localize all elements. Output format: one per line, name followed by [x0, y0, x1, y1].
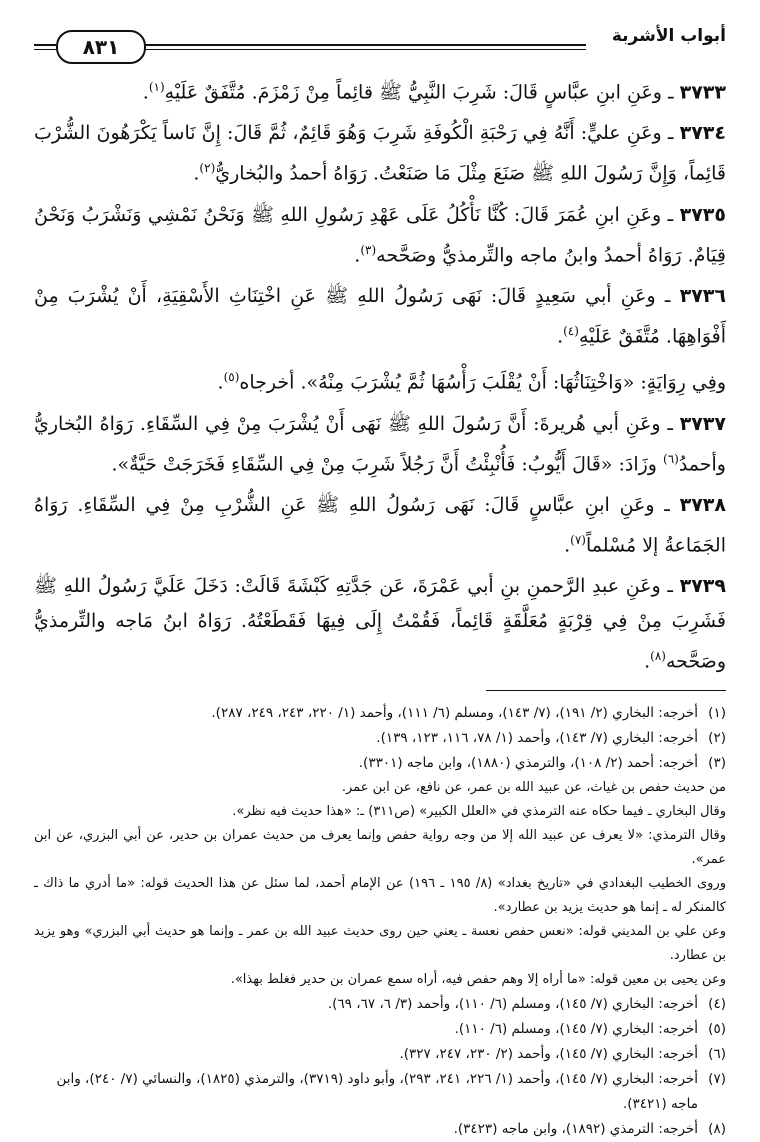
hadith-3736: ٣٧٣٦ ـ وعَنِ أبي سَعِيدٍ قَالَ: نَهَى رَسُولُ اللهِ ﷺ عَنِ اخْتِنَاثِ الأَسْقِيَةِ، أَنْ يُشْرَبَ مِنْ أَفْوَاهِهَا. مُتَّفَقٌ عَلَيْهِ$^{(٤)}$. — [34, 284, 726, 348]
header-rule-left — [34, 44, 56, 50]
header-rule — [144, 44, 586, 50]
hadith-3738: ٣٧٣٨ ـ وعَنِ ابنِ عبَّاسٍ قَالَ: نَهَى رَسُولُ اللهِ ﷺ عَنِ الشُّرْبِ مِنْ فِي السِّقَاءِ. رَوَاهُ الجَمَاعةُ إلا مُسْلماً$^{(٧)}$. — [34, 493, 726, 557]
footnote-ref[interactable]: (٦) — [663, 451, 679, 466]
commentary-line: وقال البخاري ـ فيما حكاه عنه الترمذي في «العلل الكبير» (ص٣١١) ـ: «هذا حديث فيه نظر». — [232, 803, 726, 819]
footnote-5: (٥) أخرجه: البخاري (٧/ ١٤٥)، ومسلم (٦/ ١١٠). — [454, 1020, 726, 1037]
commentary-line: وعن علي بن المديني قوله: «نعس حفص نعسة ـ يعني حين روى حديث عبيد الله بن عمر ـ وإنما هو حديث أبي البزري» وهو يزيد بن عطارد. — [34, 923, 726, 963]
page — [34, 24, 726, 1142]
hadith-3739: ٣٧٣٩ ـ وعَنِ عبدِ الرَّحمنِ بنِ أبي عَمْرَةَ، عَن جَدَّتِهِ كَبْشَةَ قَالَتْ: دَخَلَ عَلَيَّ رَسُولُ اللهِ ﷺ فَشَرِبَ مِنْ فِي قِرْبَةٍ مُعَلَّقَةٍ قَائِماً، فَقُمْتُ إِلَى فِيهَا فَقَطَعْتُهُ. رَوَاهُ ابنُ مَاجه والتِّرمذيُّ وصَحَّحه$^{(٨)}$. — [34, 575, 726, 673]
footnote-2: (٢) أخرجه: البخاري (٧/ ١٤٣)، وأحمد (١/ ٧٨، ١١٦، ١٢٣، ١٣٩). — [376, 729, 726, 746]
hadith-3736-variant: وفِي رِوَايَةٍ: «وَاخْتِنَاثُهَا: أَنْ يُقْلَبَ رَأْسُهَا ثُمَّ يُشْرَبَ مِنْهُ». أخرجاه$^{(٥)}$. — [217, 370, 726, 394]
hadith-3737: ٣٧٣٧ ـ وعَنِ أبي هُريرةَ: أَنَّ رَسُولَ اللهِ ﷺ نَهَى أَنْ يُشْرَبَ مِنْ فِي السِّقَاءِ. رَوَاهُ البُخاريُّ وأحمدُ$^{(٦)}$ وزَادَ: «قَالَ أَيُّوبُ: فَأُنْبِئْتُ أَنَّ رَجُلاً شَرِبَ مِنْ فِي السِّقَاءِ فَخَرَجَتْ حَيَّةٌ». — [34, 412, 726, 475]
footnote-7: (٧) أخرجه: البخاري (٧/ ١٤٥)، وأحمد (١/ ٢٢٦، ٢٤١، ٢٩٣)، وأبو داود (٣٧١٩)، والترمذي (١٨٢٥)، والنسائي (٧/ ٢٤٠)، وابن ماجه (٣٤٢١). — [56, 1070, 726, 1112]
hadith-3735: ٣٧٣٥ ـ وعَنِ ابنِ عُمَرَ قَالَ: كُنَّا نَأْكُلُ عَلَى عَهْدِ رَسُولِ اللهِ ﷺ وَنَحْنُ نَمْشِي وَنَشْرَبُ وَنَحْنُ قِيَامٌ. رَوَاهُ أحمدُ وابنُ ماجه والتِّرمذيُّ وصَحَّحه$^{(٣)}$. — [34, 203, 726, 266]
footnote-ref[interactable]: (١) — [148, 80, 165, 94]
footnote-3-commentary — [34, 776, 726, 992]
hadith-list — [34, 70, 726, 680]
footnote-8: (٨) أخرجه: الترمذي (١٨٩٢)، وابن ماجه (٣٤٢٣). — [453, 1120, 726, 1137]
footnote-ref[interactable]: (٨) — [650, 649, 666, 664]
commentary-line: من حديث حفص بن غياث، عن عبيد الله بن عمر، عن نافع، عن ابن عمر. — [341, 779, 726, 795]
footnotes — [34, 701, 726, 1142]
commentary-line: وعن يحيى بن معين قوله: «ما أراه إلا وهم حفص فيه، أراه سمع عمران بن حدير فغلط بهذا». — [230, 971, 726, 987]
footnote-3: (٣) أخرجه: أحمد (٢/ ١٠٨)، والترمذي (١٨٨٠)، وابن ماجه (٣٣٠١). — [358, 754, 726, 771]
footnote-separator — [486, 690, 726, 691]
hadith-3734: ٣٧٣٤ ـ وعَنِ عليٍّ: أَنَّهُ فِي رَحْبَةِ الْكُوفَةِ شَرِبَ وَهُوَ قَائِمٌ، ثُمَّ قَالَ: إِنَّ نَاساً يَكْرَهُونَ الشُّرْبَ قَائِماً، وَإِنَّ رَسُولَ اللهِ ﷺ صَنَعَ مِثْلَ مَا صَنَعْتُ. رَوَاهُ أحمدُ والبُخاريُّ$^{(٢)}$. — [34, 122, 726, 185]
page-header — [34, 24, 726, 70]
footnote-1: (١) أخرجه: البخاري (٢/ ١٩١)، (٧/ ١٤٣)، ومسلم (٦/ ١١١)، وأحمد (١/ ٢٢٠، ٢٤٣، ٢٤٩، ٢٨٧). — [211, 704, 726, 721]
page-number: ٨٣١ — [56, 30, 146, 64]
footnote-4: (٤) أخرجه: البخاري (٧/ ١٤٥)، ومسلم (٦/ ١١٠)، وأحمد (٣/ ٦، ٦٧، ٦٩). — [327, 995, 726, 1012]
footnote-ref[interactable]: (٤) — [563, 323, 579, 338]
hadith-3733: ٣٧٣٣ ـ وعَنِ ابنِ عبَّاسٍ قَالَ: شَرِبَ النَّبِيُّ ﷺ قائِماً مِنْ زَمْزَمَ. مُتَّفَقٌ عَلَيْهِ$^{(١)}$. — [142, 80, 726, 104]
commentary-line: وروى الخطيب البغدادي في «تاريخ بغداد» (٨/ ١٩٥ ـ ١٩٦) عن الإمام أحمد، لما سئل عن هذا الحديث قوله: «ما أدري ما ذاك ـ كالمنكر له ـ إنما هو حديث يزيد بن عطارد». — [34, 875, 727, 915]
chapter-title: أبواب الأشربة — [611, 26, 726, 46]
commentary-line: وقال الترمذي: «لا يعرف عن عبيد الله إلا من وجه رواية حفص وإنما يعرف من حديث عمران بن حدير، عن أبي البزري، عن ابن عمر». — [34, 827, 726, 867]
footnote-6: (٦) أخرجه: البخاري (٧/ ١٤٥)، وأحمد (٢/ ٢٣٠، ٢٤٧، ٣٢٧). — [399, 1045, 726, 1062]
footnote-ref[interactable]: (٥) — [223, 370, 240, 385]
footnote-ref[interactable]: (٧) — [570, 532, 586, 547]
footnote-ref[interactable]: (٣) — [360, 242, 377, 257]
footnote-ref[interactable]: (٢) — [199, 161, 216, 176]
